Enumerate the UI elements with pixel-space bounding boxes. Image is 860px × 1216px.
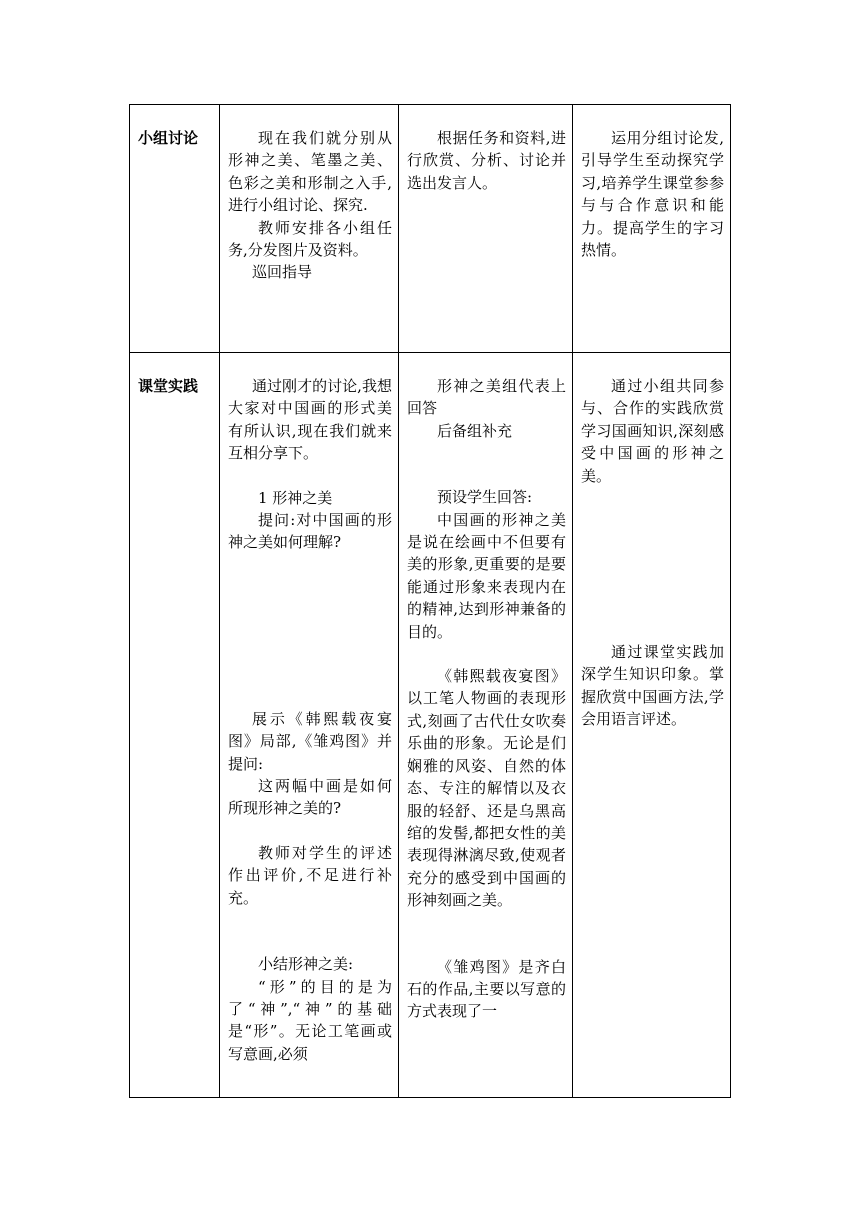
design-intent-cell xyxy=(573,353,731,1098)
student-text: 根据任务和资料,进行欣赏、分析、讨论并选出发言人。 xyxy=(407,129,566,192)
teacher-text: 展示《韩熙载夜宴图》局部,《雏鸡图》并提问: xyxy=(228,709,392,773)
teacher-text: 教师对学生的评述作出评价,不足进行补充。 xyxy=(228,843,392,907)
design-intent-cell xyxy=(573,105,731,353)
student-text: 《雏鸡图》是齐白石的作品,主要以写意的方式表现了一 xyxy=(407,957,566,1021)
table-row-classroom-practice xyxy=(130,353,731,1098)
student-text: 《韩熙载夜宴图》以工笔人物画的表现形式,刻画了古代仕女吹奏乐曲的形象。无论是们娴雅的风姿、自然的体态、专注的解情以及衣服的轻舒、还是乌黑高绾的发髻,都把女性的美表现得淋漓尽致,使观者充分的感受到中国画的形神刻画之美。 xyxy=(407,667,566,910)
intent-text: 运用分组讨论发,引导学生至动探究学习,培养学生课堂参参与与合作意识和能力。提高学生的字习热情。 xyxy=(581,129,724,260)
teacher-text: 现在我们就分别从形神之美、笔墨之美、色彩之美和形制之入手,进行小组讨论、探究. xyxy=(228,129,392,215)
student-text: 中国画的形神之美是说在绘画中不但要有美的形象,更重要的是要能通过形象来表现内在的精神,达到形神兼备的目的。 xyxy=(407,510,566,641)
teacher-activity-cell xyxy=(220,105,399,353)
student-activity-cell xyxy=(399,353,573,1098)
student-text: 形神之美组代表上回答 xyxy=(407,377,566,418)
teacher-activity-cell xyxy=(220,353,399,1098)
teacher-text: 教师安排各小组任务,分发图片及资料。 xyxy=(228,218,392,260)
student-activity-cell xyxy=(399,105,573,353)
intent-text: 通过课堂实践加深学生知识印象。掌握欣赏中国画方法,学会用语言评述。 xyxy=(581,643,724,729)
teacher-text: 1 形神之美 xyxy=(258,488,333,507)
stage-label-classroom-practice: 课堂实践 xyxy=(130,353,220,1098)
lesson-plan-table xyxy=(129,104,731,1098)
teacher-text: “形”的目的是为了“神”,“神”的基础是“形”。无论工笔画或写意画,必须 xyxy=(228,977,392,1063)
student-text: 预设学生回答: xyxy=(437,488,533,507)
student-text: 后备组补充 xyxy=(437,421,513,440)
intent-text: 通过小组共同参与、合作的实践欣赏学习国画知识,深刻感受中国画的形神之美。 xyxy=(581,377,724,485)
teacher-text: 这两幅中画是如何所现形神之美的? xyxy=(228,777,392,818)
teacher-text: 通过刚才的讨论,我想大家对中国画的形式美有所认识,现在我们就来互相分享下。 xyxy=(228,377,392,463)
table-row-group-discussion xyxy=(130,105,731,353)
teacher-text: 巡回指导 xyxy=(252,263,313,282)
teacher-text: 小结形神之美: xyxy=(258,955,354,974)
teacher-text: 提问:对中国画的形神之美如何理解? xyxy=(228,511,392,552)
stage-label-group-discussion: 小组讨论 xyxy=(130,105,220,353)
